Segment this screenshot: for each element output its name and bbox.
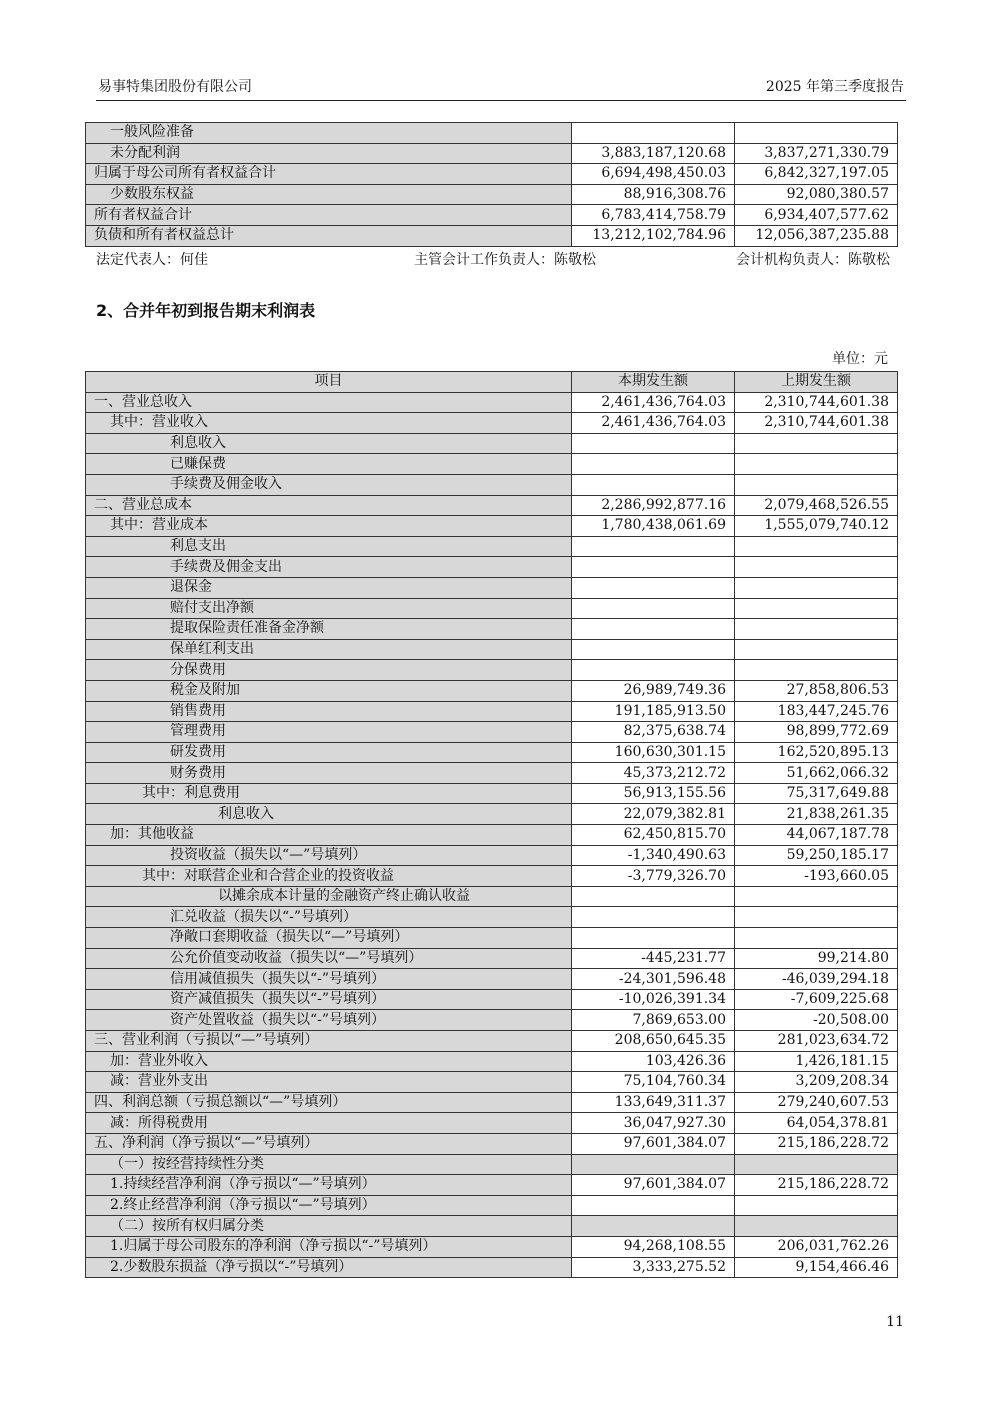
section-title: 2、合并年初到报告期末利润表 [96, 301, 316, 320]
current-value [572, 433, 735, 454]
row-label: 2.少数股东损益（净亏损以“-”号填列） [86, 1257, 572, 1278]
table-row [86, 1051, 898, 1072]
current-value [572, 536, 735, 557]
current-value [572, 1154, 735, 1175]
table-row [86, 143, 898, 164]
current-value: 97,601,384.07 [572, 1175, 735, 1196]
legal-representative: 法定代表人：何佳 [96, 252, 208, 268]
table-row [86, 516, 898, 537]
current-value: 56,913,155.56 [572, 783, 735, 804]
previous-value: 215,186,228.72 [735, 1133, 898, 1154]
row-label: 销售费用 [86, 701, 572, 722]
current-value [572, 557, 735, 578]
header-item: 项目 [86, 372, 572, 393]
row-label: 1.持续经营净利润（净亏损以“—”号填列） [86, 1175, 572, 1196]
current-value: 3,333,275.52 [572, 1257, 735, 1278]
previous-value [735, 123, 898, 144]
current-value: 62,450,815.70 [572, 825, 735, 846]
table-row [86, 123, 898, 144]
table-row [86, 680, 898, 701]
current-value [572, 928, 735, 949]
table-row [86, 742, 898, 763]
current-value: 3,883,187,120.68 [572, 143, 735, 164]
row-label: 提取保险责任准备金净额 [86, 619, 572, 640]
row-label: 四、利润总额（亏损总额以“—”号填列） [86, 1092, 572, 1113]
table-row [86, 1236, 898, 1257]
current-value: -3,779,326.70 [572, 866, 735, 887]
row-label: 资产处置收益（损失以“-”号填列） [86, 1010, 572, 1031]
previous-value [735, 928, 898, 949]
row-label: 公允价值变动收益（损失以“—”号填列） [86, 948, 572, 969]
table-row [86, 1010, 898, 1031]
current-value [572, 1216, 735, 1237]
current-value: 88,916,308.76 [572, 184, 735, 205]
previous-value: -20,508.00 [735, 1010, 898, 1031]
table-row [86, 1031, 898, 1052]
current-value: 2,461,436,764.03 [572, 413, 735, 434]
table-row [86, 1154, 898, 1175]
previous-value: 279,240,607.53 [735, 1092, 898, 1113]
current-value [572, 598, 735, 619]
row-label: 以摊余成本计量的金融资产终止确认收益 [86, 886, 572, 907]
row-label: 加：其他收益 [86, 825, 572, 846]
previous-value: -7,609,225.68 [735, 989, 898, 1010]
previous-value: 98,899,772.69 [735, 722, 898, 743]
previous-value: -193,660.05 [735, 866, 898, 887]
previous-value: 44,067,187.78 [735, 825, 898, 846]
table-row [86, 1072, 898, 1093]
previous-value: 99,214.80 [735, 948, 898, 969]
current-value: 133,649,311.37 [572, 1092, 735, 1113]
previous-value: 3,209,208.34 [735, 1072, 898, 1093]
balance-sheet-tail-table [85, 122, 898, 247]
row-label: 少数股东权益 [86, 184, 572, 205]
previous-value [735, 474, 898, 495]
previous-value [735, 907, 898, 928]
row-label: 归属于母公司所有者权益合计 [86, 164, 572, 185]
previous-value: 2,310,744,601.38 [735, 413, 898, 434]
accounting-head: 主管会计工作负责人：陈敬松 [414, 252, 596, 268]
table-row [86, 557, 898, 578]
table-row [86, 639, 898, 660]
table-row [86, 205, 898, 226]
row-label: 信用减值损失（损失以“-”号填列） [86, 969, 572, 990]
current-value [572, 454, 735, 475]
accounting-org-head: 会计机构负责人：陈敬松 [736, 252, 890, 268]
previous-value [735, 557, 898, 578]
table-row [86, 536, 898, 557]
current-value [572, 123, 735, 144]
row-label: 加：营业外收入 [86, 1051, 572, 1072]
previous-value [735, 886, 898, 907]
table-row [86, 454, 898, 475]
row-label: 其中：营业收入 [86, 413, 572, 434]
row-label: 投资收益（损失以“—”号填列） [86, 845, 572, 866]
row-label: 减：营业外支出 [86, 1072, 572, 1093]
row-label: 五、净利润（净亏损以“—”号填列） [86, 1133, 572, 1154]
current-value: -1,340,490.63 [572, 845, 735, 866]
table-header-row [86, 372, 898, 393]
current-value [572, 660, 735, 681]
table-row [86, 783, 898, 804]
table-row [86, 225, 898, 246]
table-row [86, 598, 898, 619]
table-row [86, 413, 898, 434]
previous-value: 12,056,387,235.88 [735, 225, 898, 246]
previous-value [735, 639, 898, 660]
current-value: 7,869,653.00 [572, 1010, 735, 1031]
previous-value [735, 619, 898, 640]
table-row [86, 886, 898, 907]
previous-value: 51,662,066.32 [735, 763, 898, 784]
table-row [86, 969, 898, 990]
previous-value [735, 1216, 898, 1237]
table-row [86, 1175, 898, 1196]
current-value [572, 474, 735, 495]
row-label: 研发费用 [86, 742, 572, 763]
previous-value: 6,934,407,577.62 [735, 205, 898, 226]
table-row [86, 722, 898, 743]
table-row [86, 763, 898, 784]
header-current: 本期发生额 [572, 372, 735, 393]
table-row [86, 577, 898, 598]
row-label: 汇兑收益（损失以“-”号填列） [86, 907, 572, 928]
previous-value: 162,520,895.13 [735, 742, 898, 763]
current-value: 13,212,102,784.96 [572, 225, 735, 246]
current-value: 97,601,384.07 [572, 1133, 735, 1154]
current-value: -24,301,596.48 [572, 969, 735, 990]
previous-value [735, 1154, 898, 1175]
table-row [86, 184, 898, 205]
table-row [86, 433, 898, 454]
unit-label: 单位：元 [832, 351, 888, 367]
row-label: （二）按所有权归属分类 [86, 1216, 572, 1237]
row-label: 2.终止经营净利润（净亏损以“—”号填列） [86, 1195, 572, 1216]
table-row [86, 1195, 898, 1216]
current-value [572, 886, 735, 907]
table-row [86, 1092, 898, 1113]
table-row [86, 1133, 898, 1154]
current-value: 75,104,760.34 [572, 1072, 735, 1093]
previous-value: 2,310,744,601.38 [735, 392, 898, 413]
header-previous: 上期发生额 [735, 372, 898, 393]
table-row [86, 804, 898, 825]
current-value: 82,375,638.74 [572, 722, 735, 743]
previous-value [735, 454, 898, 475]
row-label: 利息收入 [86, 433, 572, 454]
previous-value: 2,079,468,526.55 [735, 495, 898, 516]
row-label: 利息支出 [86, 536, 572, 557]
current-value: 45,373,212.72 [572, 763, 735, 784]
previous-value [735, 577, 898, 598]
table-row [86, 948, 898, 969]
previous-value: 92,080,380.57 [735, 184, 898, 205]
table-row [86, 989, 898, 1010]
current-value: 94,268,108.55 [572, 1236, 735, 1257]
previous-value: 75,317,649.88 [735, 783, 898, 804]
row-label: 赔付支出净额 [86, 598, 572, 619]
previous-value: 215,186,228.72 [735, 1175, 898, 1196]
table-row [86, 845, 898, 866]
previous-value: 183,447,245.76 [735, 701, 898, 722]
signature-line [96, 247, 890, 269]
row-label: 分保费用 [86, 660, 572, 681]
row-label: 利息收入 [86, 804, 572, 825]
previous-value: 27,858,806.53 [735, 680, 898, 701]
row-label: 资产减值损失（损失以“-”号填列） [86, 989, 572, 1010]
previous-value [735, 433, 898, 454]
row-label: 一、营业总收入 [86, 392, 572, 413]
previous-value: -46,039,294.18 [735, 969, 898, 990]
current-value: 6,783,414,758.79 [572, 205, 735, 226]
row-label: 其中：利息费用 [86, 783, 572, 804]
current-value: 103,426.36 [572, 1051, 735, 1072]
row-label: 三、营业利润（亏损以“—”号填列） [86, 1031, 572, 1052]
row-label: 其中：营业成本 [86, 516, 572, 537]
current-value: 191,185,913.50 [572, 701, 735, 722]
previous-value [735, 598, 898, 619]
row-label: 保单红利支出 [86, 639, 572, 660]
current-value: 36,047,927.30 [572, 1113, 735, 1134]
previous-value [735, 1195, 898, 1216]
previous-value: 1,426,181.15 [735, 1051, 898, 1072]
table-row [86, 660, 898, 681]
current-value [572, 907, 735, 928]
current-value: 6,694,498,450.03 [572, 164, 735, 185]
current-value [572, 619, 735, 640]
row-label: 负债和所有者权益总计 [86, 225, 572, 246]
table-row [86, 825, 898, 846]
previous-value: 281,023,634.72 [735, 1031, 898, 1052]
row-label: 未分配利润 [86, 143, 572, 164]
row-label: 手续费及佣金支出 [86, 557, 572, 578]
table-row [86, 1257, 898, 1278]
row-label: 一般风险准备 [86, 123, 572, 144]
table-row [86, 392, 898, 413]
table-row [86, 474, 898, 495]
row-label: 1.归属于母公司股东的净利润（净亏损以“-”号填列） [86, 1236, 572, 1257]
report-title: 2025 年第三季度报告 [765, 79, 904, 95]
current-value: 26,989,749.36 [572, 680, 735, 701]
income-statement-table [85, 371, 898, 1278]
row-label: （一）按经营持续性分类 [86, 1154, 572, 1175]
row-label: 所有者权益合计 [86, 205, 572, 226]
table-row [86, 701, 898, 722]
table-row [86, 619, 898, 640]
current-value: 2,286,992,877.16 [572, 495, 735, 516]
current-value: 160,630,301.15 [572, 742, 735, 763]
table-row [86, 866, 898, 887]
previous-value: 206,031,762.26 [735, 1236, 898, 1257]
previous-value: 9,154,466.46 [735, 1257, 898, 1278]
table-row [86, 1113, 898, 1134]
row-label: 退保金 [86, 577, 572, 598]
row-label: 手续费及佣金收入 [86, 474, 572, 495]
previous-value: 21,838,261.35 [735, 804, 898, 825]
current-value [572, 1195, 735, 1216]
row-label: 财务费用 [86, 763, 572, 784]
table-row [86, 164, 898, 185]
current-value [572, 639, 735, 660]
previous-value: 1,555,079,740.12 [735, 516, 898, 537]
previous-value: 59,250,185.17 [735, 845, 898, 866]
row-label: 管理费用 [86, 722, 572, 743]
previous-value [735, 536, 898, 557]
previous-value: 64,054,378.81 [735, 1113, 898, 1134]
company-name: 易事特集团股份有限公司 [98, 79, 252, 95]
row-label: 其中：对联营企业和合营企业的投资收益 [86, 866, 572, 887]
row-label: 已赚保费 [86, 454, 572, 475]
current-value: -10,026,391.34 [572, 989, 735, 1010]
table-row [86, 907, 898, 928]
previous-value: 3,837,271,330.79 [735, 143, 898, 164]
table-row [86, 1216, 898, 1237]
page-header [96, 68, 906, 101]
row-label: 税金及附加 [86, 680, 572, 701]
row-label: 二、营业总成本 [86, 495, 572, 516]
row-label: 减：所得税费用 [86, 1113, 572, 1134]
row-label: 净敞口套期收益（损失以“—”号填列） [86, 928, 572, 949]
current-value: 1,780,438,061.69 [572, 516, 735, 537]
page-number: 11 [886, 1314, 904, 1330]
current-value: 2,461,436,764.03 [572, 392, 735, 413]
table-row [86, 928, 898, 949]
current-value: 208,650,645.35 [572, 1031, 735, 1052]
current-value: -445,231.77 [572, 948, 735, 969]
table-row [86, 495, 898, 516]
current-value [572, 577, 735, 598]
previous-value: 6,842,327,197.05 [735, 164, 898, 185]
current-value: 22,079,382.81 [572, 804, 735, 825]
previous-value [735, 660, 898, 681]
